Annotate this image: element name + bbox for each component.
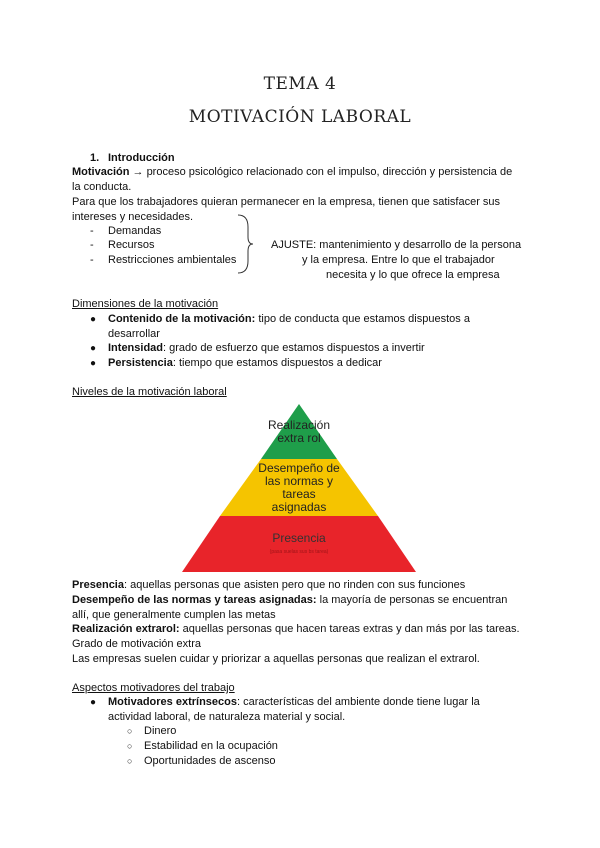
dash-marker: - bbox=[90, 239, 94, 251]
ajuste-line2: y la empresa. Entre lo que el trabajador bbox=[302, 254, 495, 266]
bullet-icon: ● bbox=[90, 314, 97, 325]
ajuste-line1: AJUSTE: mantenimiento y desarrollo de la persona bbox=[271, 239, 522, 251]
circle-bullet-icon: ○ bbox=[127, 726, 133, 736]
bullet-icon: ● bbox=[90, 343, 97, 354]
intro-paragraph-line1: Para que los trabajadores quieran permanecer en la empresa, tienen que satisfacer sus bbox=[72, 196, 501, 208]
sub-item-dinero: Dinero bbox=[144, 725, 177, 737]
dash-item-restricciones: Restricciones ambientales bbox=[108, 254, 237, 266]
desempeno-description-cont: allí, que generalmente cumplen las metas bbox=[72, 609, 276, 621]
dimension-intensidad: Intensidad: grado de esfuerzo que estamos dispuestos a invertir bbox=[108, 342, 425, 354]
sub-item-estabilidad: Estabilidad en la ocupación bbox=[144, 740, 278, 752]
desempeno-description: Desempeño de las normas y tareas asignadas: la mayoría de personas se encuentran bbox=[72, 594, 508, 606]
motivation-pyramid bbox=[180, 402, 420, 574]
ajuste-line3: necesita y lo que ofrece la empresa bbox=[326, 269, 500, 281]
dimensiones-heading: Dimensiones de la motivación bbox=[72, 298, 219, 310]
extrinsecos-description-cont: actividad laboral, de naturaleza material y social. bbox=[108, 711, 346, 723]
bullet-icon: ● bbox=[90, 697, 97, 708]
motivacion-definition-cont: la conducta. bbox=[72, 181, 132, 193]
circle-bullet-icon: ○ bbox=[127, 741, 133, 751]
extrinsecos-description: Motivadores extrínsecos: características del ambiente donde tiene lugar la bbox=[108, 696, 480, 708]
pyramid-bottom-label: Presencia bbox=[272, 531, 326, 545]
circle-bullet-icon: ○ bbox=[127, 756, 133, 766]
sub-item-oportunidades: Oportunidades de ascenso bbox=[144, 755, 276, 767]
pyramid-top-label-line1: Realización bbox=[267, 418, 331, 432]
pyramid-top-label-line2: extra rol bbox=[277, 431, 321, 445]
curly-brace-icon bbox=[234, 213, 256, 275]
intro-heading: Introducción bbox=[108, 152, 175, 164]
pyramid-middle-label-line4: asignadas bbox=[271, 500, 327, 514]
intro-heading-number: 1. bbox=[90, 152, 100, 164]
pyramid-middle-label-line2: las normas y bbox=[264, 474, 334, 488]
aspectos-heading: Aspectos motivadores del trabajo bbox=[72, 682, 235, 694]
dimension-contenido: Contenido de la motivación: tipo de conducta que estamos dispuestos a bbox=[108, 313, 470, 325]
dash-marker: - bbox=[90, 225, 94, 237]
dimension-persistencia: Persistencia: tiempo que estamos dispuestos a dedicar bbox=[108, 357, 382, 369]
niveles-heading: Niveles de la motivación laboral bbox=[72, 386, 227, 398]
empresas-line: Las empresas suelen cuidar y priorizar a aquellas personas que realizan el extrarol. bbox=[72, 653, 480, 665]
document-title-line2: MOTIVACIÓN LABORAL bbox=[188, 107, 412, 127]
bullet-icon: ● bbox=[90, 358, 97, 369]
dash-item-demandas: Demandas bbox=[108, 225, 162, 237]
dimension-contenido-cont: desarrollar bbox=[108, 328, 160, 340]
realizacion-description: Realización extrarol: aquellas personas que hacen tareas extras y dan más por las tareas. bbox=[72, 623, 520, 635]
grado-line: Grado de motivación extra bbox=[72, 638, 202, 650]
dash-marker: - bbox=[90, 254, 94, 266]
dash-item-recursos: Recursos bbox=[108, 239, 155, 251]
presencia-description: Presencia: aquellas personas que asisten pero que no rinden con sus funciones bbox=[72, 579, 466, 591]
intro-paragraph-line2: intereses y necesidades. bbox=[72, 211, 194, 223]
pyramid-middle-label-line1: Desempeño de bbox=[258, 461, 340, 475]
document-title-line1: TEMA 4 bbox=[263, 74, 337, 94]
pyramid-bottom-small-label: (pasa suelas sus bs tarea) bbox=[269, 549, 329, 555]
motivacion-definition: Motivación → proceso psicológico relacionado con el impulso, dirección y persistencia de bbox=[72, 166, 513, 178]
pyramid-middle-label-line3: tareas bbox=[282, 487, 316, 501]
